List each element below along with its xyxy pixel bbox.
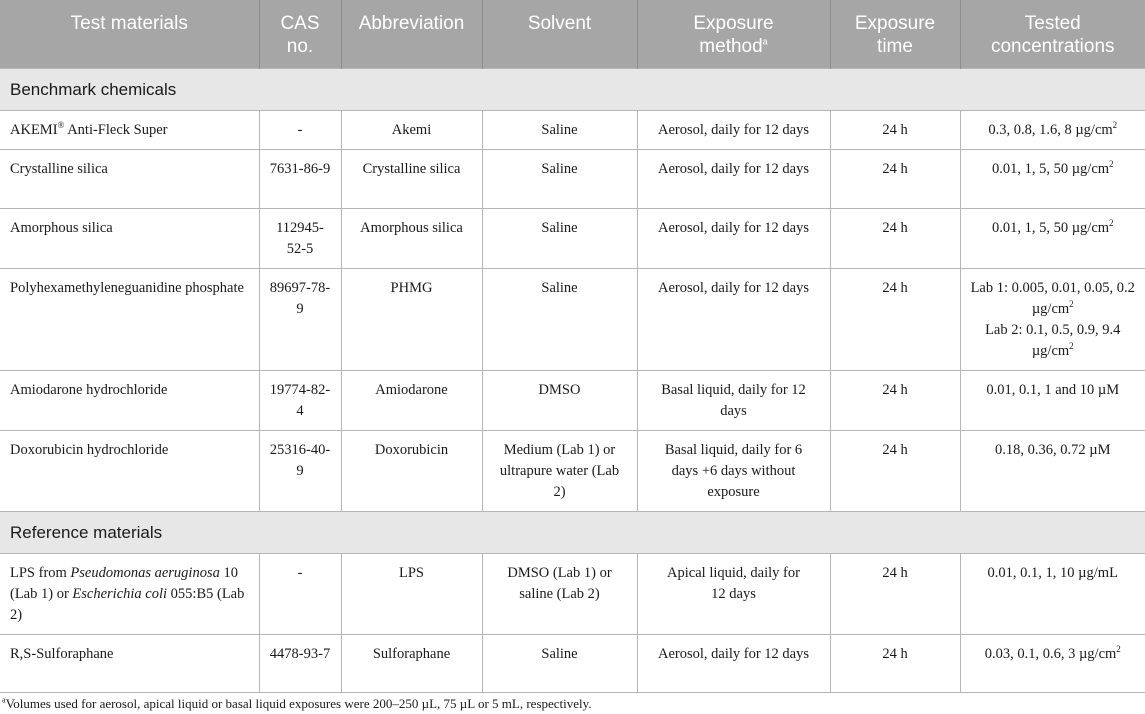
cell-exposure-time: 24 h (830, 111, 960, 150)
table-row (0, 209, 1145, 269)
cell-material: R,S-Sulforaphane (0, 635, 259, 693)
header-solvent: Solvent (482, 0, 637, 69)
cell-abbreviation: Doxorubicin (341, 431, 482, 512)
cell-exposure-time: 24 h (830, 209, 960, 269)
cell-exposure-method: Apical liquid, daily for 12 days (637, 554, 830, 635)
cell-material: Amorphous silica (0, 209, 259, 269)
cell-exposure-method: Aerosol, daily for 12 days (637, 635, 830, 693)
table-row (0, 635, 1145, 693)
table-row (0, 269, 1145, 371)
cell-solvent: Saline (482, 209, 637, 269)
cell-exposure-method: Aerosol, daily for 12 days (637, 150, 830, 209)
cell-concentrations (960, 269, 1145, 371)
cell-material: Amiodarone hydrochloride (0, 371, 259, 431)
header-row (0, 0, 1145, 69)
table-row (0, 111, 1145, 150)
header-exposure-method: Exposure method$^a$ (637, 0, 830, 69)
table-footnote: $^a$Volumes used for aerosol, apical liquid or basal liquid exposures were 200–250 µL, 75 µL or 5 mL, respectively. (2, 695, 592, 711)
cell-material: Crystalline silica (0, 150, 259, 209)
conc-lab1: Lab 1: 0.005, 0.01, 0.05, 0.2 $\mu g/cm^2$ (970, 280, 1135, 317)
cell-exposure-time: 24 h (830, 269, 960, 371)
cell-material: Polyhexamethyleneguanidine phosphate (0, 269, 259, 371)
cell-material: Doxorubicin hydrochloride (0, 431, 259, 512)
table-row (0, 431, 1145, 512)
cell-exposure-method: Aerosol, daily for 12 days (637, 269, 830, 371)
cell-exposure-time: 24 h (830, 635, 960, 693)
cell-concentrations: 0.01, 1, 5, 50 $\mu g/cm^2$ (960, 150, 1145, 209)
cell-cas: 25316-40-9 (259, 431, 341, 512)
section-label: Benchmark chemicals (0, 69, 1145, 111)
cell-abbreviation: Sulforaphane (341, 635, 482, 693)
cell-cas: 112945-52-5 (259, 209, 341, 269)
header-cas-no: CAS no. (259, 0, 341, 69)
cell-concentrations: 0.01, 0.1, 1 and 10 µM (960, 371, 1145, 431)
cell-solvent: DMSO (Lab 1) or saline (Lab 2) (482, 554, 637, 635)
cell-material: AKEMI® Anti-Fleck Super (0, 111, 259, 150)
table-row (0, 150, 1145, 209)
cell-exposure-method: Basal liquid, daily for 6 days +6 days without exposure (637, 431, 830, 512)
section-label: Reference materials (0, 512, 1145, 554)
header-abbreviation: Abbreviation (341, 0, 482, 69)
cell-material: LPS from Pseudomonas aeruginosa 10 (Lab 1) or Escherichia coli 055:B5 (Lab 2) (0, 554, 259, 635)
cell-exposure-time: 24 h (830, 150, 960, 209)
header-exposure-time: Exposure time (830, 0, 960, 69)
cell-solvent: Saline (482, 269, 637, 371)
section-row-benchmark (0, 69, 1145, 111)
cell-cas: 19774-82-4 (259, 371, 341, 431)
cell-exposure-time: 24 h (830, 431, 960, 512)
header-tested-concentrations: Tested concentrations (960, 0, 1145, 69)
table-row (0, 371, 1145, 431)
table-row (0, 554, 1145, 635)
cell-concentrations: 0.3, 0.8, 1.6, 8 $\mu g/cm^2$ (960, 111, 1145, 150)
cell-concentrations: 0.18, 0.36, 0.72 µM (960, 431, 1145, 512)
cell-exposure-method: Aerosol, daily for 12 days (637, 111, 830, 150)
cell-abbreviation: Amorphous silica (341, 209, 482, 269)
cell-abbreviation: Akemi (341, 111, 482, 150)
cell-abbreviation: Crystalline silica (341, 150, 482, 209)
cell-exposure-time: 24 h (830, 554, 960, 635)
cell-exposure-time: 24 h (830, 371, 960, 431)
cell-cas: - (259, 554, 341, 635)
cell-exposure-method: Aerosol, daily for 12 days (637, 209, 830, 269)
conc-lab2: Lab 2: 0.1, 0.5, 0.9, 9.4 $\mu g/cm^2$ (985, 322, 1121, 359)
cell-solvent: Saline (482, 111, 637, 150)
cell-abbreviation: Amiodarone (341, 371, 482, 431)
cell-exposure-method: Basal liquid, daily for 12 days (637, 371, 830, 431)
header-test-materials: Test materials (0, 0, 259, 69)
cell-solvent: Saline (482, 150, 637, 209)
cell-cas: 7631-86-9 (259, 150, 341, 209)
cell-concentrations: 0.01, 1, 5, 50 $\mu g/cm^2$ (960, 209, 1145, 269)
cell-concentrations: 0.03, 0.1, 0.6, 3 $\mu g/cm^2$ (960, 635, 1145, 693)
cell-solvent: Medium (Lab 1) or ultrapure water (Lab 2) (482, 431, 637, 512)
section-row-reference (0, 512, 1145, 554)
cell-cas: - (259, 111, 341, 150)
cell-solvent: DMSO (482, 371, 637, 431)
cell-abbreviation: PHMG (341, 269, 482, 371)
cell-concentrations: 0.01, 0.1, 1, 10 µg/mL (960, 554, 1145, 635)
cell-solvent: Saline (482, 635, 637, 693)
cell-cas: 4478-93-7 (259, 635, 341, 693)
cell-cas: 89697-78-9 (259, 269, 341, 371)
cell-abbreviation: LPS (341, 554, 482, 635)
